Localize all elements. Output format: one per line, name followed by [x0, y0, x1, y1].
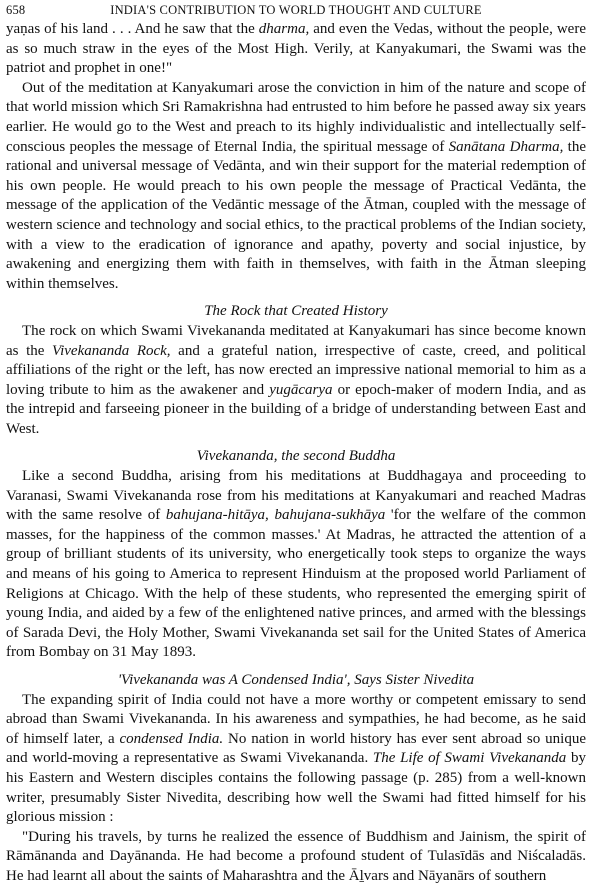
paragraph-continued [6, 20, 586, 79]
italic-term: The Life of Swami Vivekananda [372, 750, 567, 767]
page-number: 658 [6, 3, 26, 17]
section-heading: 'Vivekananda was A Condensed India', Says Sister Nivedita [117, 672, 475, 688]
paragraph [6, 322, 586, 440]
italic-term: Vivekananda Rock, [52, 342, 171, 359]
italic-term: Sanātana Dharma, [448, 138, 564, 155]
text-run: The rock on which Swami Vivekananda meditated at Kanyakumari has since become known as the [6, 322, 586, 359]
text-run: and even the Vedas, without the people, were as so much straw in the eyes of the Most High. Verily, at Kanyakumari, the Swami was the patriot and prophet in one!" [6, 21, 586, 77]
text-run: the rational and universal message of Vedānta, and win their support for the material redemption of his own people. He would preach to his own people the message of Practical Vedānta, the message of the application of the Vedāntic message of the Ātman, coupled with the message of western science and technology and social ethics, to the practical problems of the Indian society, with a view to the eradication of ignorance and apathy, poverty and social injustice, by awakening and energizing them with faith in themselves, with faith in the Ātman sleeping within themselves. [6, 138, 587, 292]
paragraph-quote: "During his travels, by turns he realized the essence of Buddhism and Jainism, the spirit of Rāmānanda and Dayānanda. He had become a profound student of Tulasīdās and Niścaladās. He had learnt all about the saints of Maharashtra and the Āḻvars and Nāyanārs of southern [6, 828, 586, 884]
text-run: yaṇas of his land . . . And he saw that the [6, 21, 259, 37]
italic-term: yugācarya [269, 381, 333, 398]
text-run: No nation in world history has ever sent abroad so unique and world-moving a representative as Swami Vivekananda. [6, 730, 586, 767]
paragraph [6, 79, 586, 295]
paragraph [6, 691, 586, 828]
text-run: The expanding spirit of India could not have a more worthy or competent emissary to send abroad than Swami Vivekananda. In his awareness and sympathies, he had become, as he said of himself later, a [6, 691, 586, 747]
section-heading: Vivekananda, the second Buddha [196, 448, 396, 465]
running-title: INDIA'S CONTRIBUTION TO WORLD THOUGHT AND CULTURE [110, 3, 482, 17]
italic-term: condensed India. [119, 730, 224, 747]
text-run: and a grateful nation, irrespective of caste, creed, and political affiliations of the right or the left, has now erected an impressive national memorial to him as a loving tribute to him as the awakener and [6, 342, 586, 398]
running-header [6, 3, 586, 20]
italic-term: bahujana-hitāya, bahujana-sukhāya [165, 507, 386, 524]
text-run: 'for the welfare of the common masses, for the happiness of the common masses.' At Madras, he attracted the attention of a group of brilliant students of its university, who energetically took steps to organize the ways and means of his going to America to represent Hinduism at the proposed world Parliament of Religions at Chicago. With the help of these students, who represented the emerging spirit of young India, and aided by a few of the enlightened native princes, and armed with the blessings of Sarada Devi, the Holy Mother, Swami Vivekananda set sail for the United States of America from Bombay on 31 May 1893. [6, 507, 586, 661]
text-run: by his Eastern and Western disciples contains the following passage (p. 285) from a well-known writer, presumably Sister Nivedita, describing how well the Swami had fitted himself for his glorious mission : [6, 750, 586, 826]
text-run: or epoch-maker of modern India, and as the intrepid and farseeing pioneer in the building of a bridge of understanding between East and West. [6, 381, 586, 437]
page-body [6, 20, 586, 887]
text-run: Out of the meditation at Kanyakumari arose the conviction in him of the nature and scope of that world mission which Sri Ramakrishna had entrusted to him before he passed away six years earlier. He would go to the West and preach to its highly individualistic and intellectually self-conscious peoples the message of Eternal India, the spiritual message of [6, 79, 586, 155]
italic-term: dharma, [258, 21, 310, 37]
text-run: Like a second Buddha, arising from his meditations at Buddhagaya and proceeding to Varanasi, Swami Vivekananda rose from his meditations at Kanyakumari and reached Madras with the same resolve of [6, 468, 586, 524]
paragraph [6, 467, 586, 663]
section-heading: The Rock that Created History [204, 303, 388, 320]
